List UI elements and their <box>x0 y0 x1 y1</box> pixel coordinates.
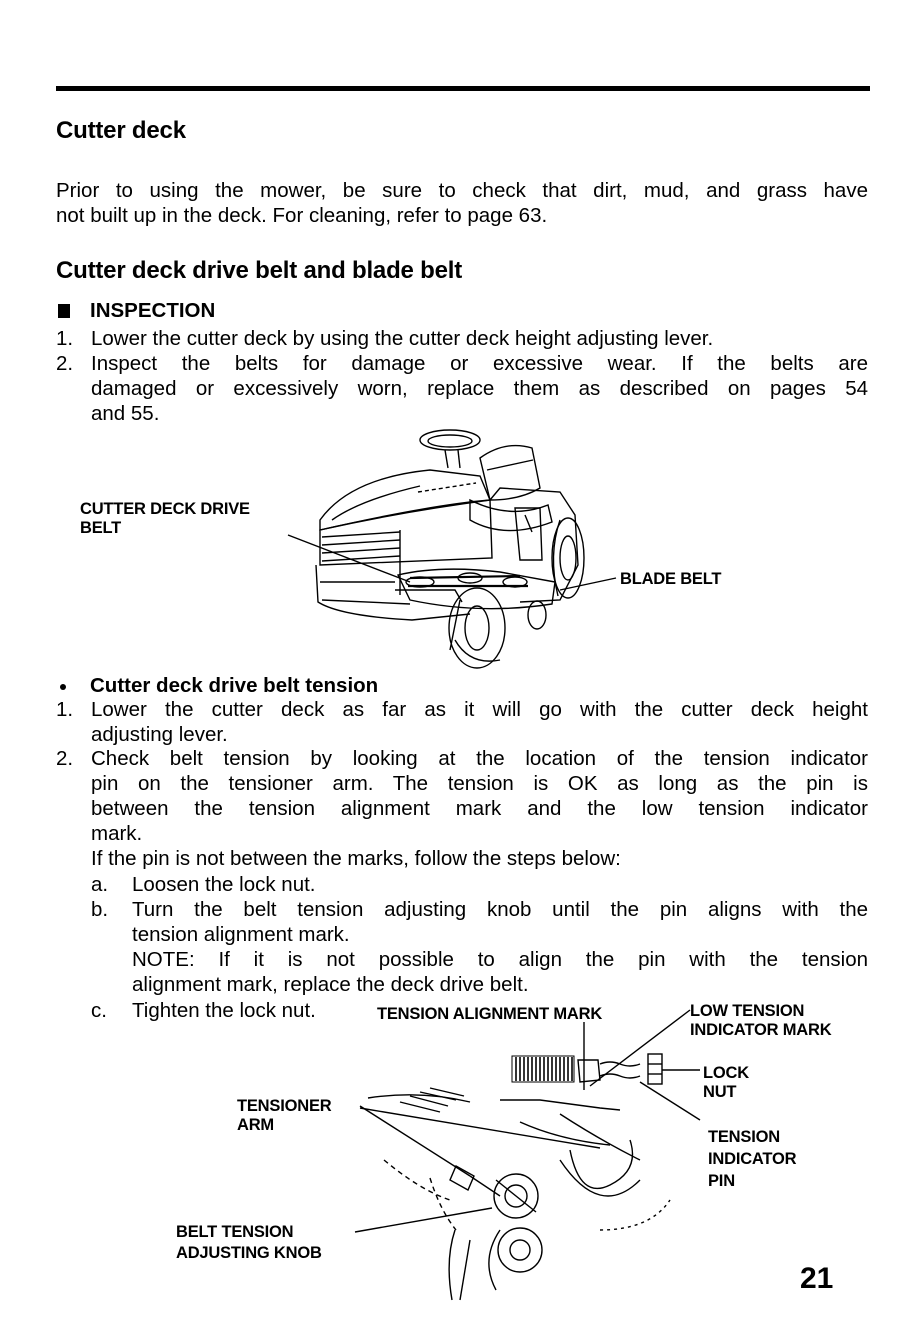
tension-heading: Cutter deck drive belt tension <box>90 674 379 697</box>
inspection-step-1-num: 1. <box>56 327 74 350</box>
tension-step-1-num: 1. <box>56 698 74 721</box>
inspection-step-2-line-3: and 55. <box>91 402 160 425</box>
section-title: Cutter deck <box>56 117 186 144</box>
label-knob-2: ADJUSTING KNOB <box>176 1244 322 1262</box>
label-tensioner-arm-1: TENSIONER <box>237 1097 332 1115</box>
intro-line-1: Prior to using the mower, be sure to check that dirt, mud, and grass have <box>56 179 868 202</box>
label-lock-nut-2: NUT <box>703 1083 737 1101</box>
label-tensioner-arm-2: ARM <box>237 1116 274 1134</box>
label-indicator-pin-1: TENSION <box>708 1128 780 1146</box>
tension-step-1-line-1: Lower the cutter deck as far as it will go with the cutter deck height <box>91 698 868 721</box>
label-indicator-pin-3: PIN <box>708 1172 735 1190</box>
tension-step-2-line-3: between the tension alignment mark and the low tension indicator <box>91 797 868 820</box>
label-lock-nut-1: LOCK <box>703 1064 749 1082</box>
tension-if-line: If the pin is not between the marks, follow the steps below: <box>91 847 621 870</box>
label-cutter-deck-drive-belt-2: BELT <box>80 519 122 537</box>
label-low-tension-2: INDICATOR MARK <box>690 1021 832 1039</box>
label-tension-alignment-mark: TENSION ALIGNMENT MARK <box>377 1005 603 1023</box>
sub-step-a-text: Loosen the lock nut. <box>132 873 316 896</box>
inspection-heading: INSPECTION <box>90 299 216 322</box>
label-indicator-pin-2: INDICATOR <box>708 1150 797 1168</box>
inspection-step-1-text: Lower the cutter deck by using the cutter deck height adjusting lever. <box>91 327 714 350</box>
sub-step-a-letter: a. <box>91 873 109 896</box>
tension-step-2-line-1: Check belt tension by looking at the location of the tension indicator <box>91 747 868 770</box>
label-blade-belt: BLADE BELT <box>620 570 722 588</box>
inspection-step-2-num: 2. <box>56 352 74 375</box>
tension-step-1-line-2: adjusting lever. <box>91 723 228 746</box>
label-cutter-deck-drive-belt-1: CUTTER DECK DRIVE <box>80 500 250 518</box>
label-knob-1: BELT TENSION <box>176 1223 294 1241</box>
sub-step-c-text: Tighten the lock nut. <box>132 999 316 1022</box>
page-number: 21 <box>800 1262 834 1295</box>
belts-title: Cutter deck drive belt and blade belt <box>56 257 463 284</box>
inspection-step-2-line-1: Inspect the belts for damage or excessive wear. If the belts are <box>91 352 868 375</box>
note-line-2: alignment mark, replace the deck drive belt. <box>132 973 529 996</box>
sub-step-b-line-2: tension alignment mark. <box>132 923 350 946</box>
tension-step-2-num: 2. <box>56 747 74 770</box>
note-line-1: NOTE: If it is not possible to align the pin with the tension <box>132 948 868 971</box>
sub-step-c-letter: c. <box>91 999 107 1022</box>
sub-step-b-letter: b. <box>91 898 109 921</box>
tension-step-2-line-2: pin on the tensioner arm. The tension is OK as long as the pin is <box>91 772 868 795</box>
intro-line-2: not built up in the deck. For cleaning, refer to page 63. <box>56 204 548 227</box>
inspection-step-2-line-2: damaged or excessively worn, replace them as described on pages 54 <box>91 377 868 400</box>
tension-step-2-line-4: mark. <box>91 822 143 845</box>
label-low-tension-1: LOW TENSION <box>690 1002 805 1020</box>
sub-step-b-line-1: Turn the belt tension adjusting knob until the pin aligns with the <box>132 898 868 921</box>
